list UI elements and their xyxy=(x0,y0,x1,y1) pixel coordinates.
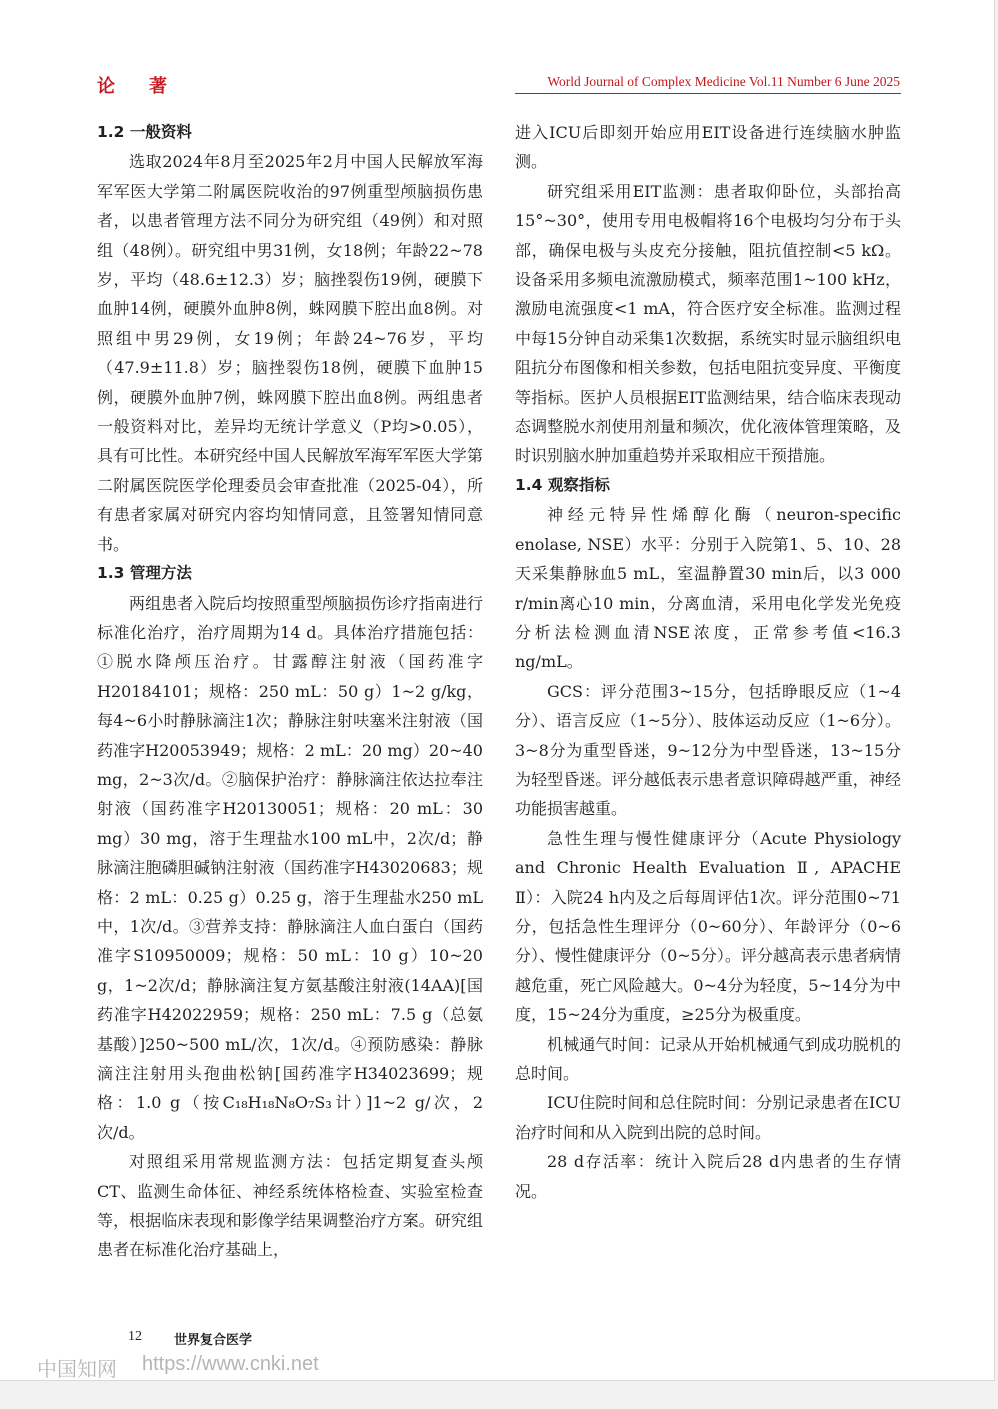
watermark-site-name: 中国知网 xyxy=(37,1357,117,1381)
body-paragraph: ICU住院时间和总住院时间：分别记录患者在ICU治疗时间和从入院到出院的总时间。 xyxy=(515,1093,901,1142)
footer-journal-name: 世界复合医学 xyxy=(174,1333,253,1348)
left-column xyxy=(97,118,483,1265)
body-paragraph: 机械通气时间：记录从开始机械通气到成功脱机的总时间。 xyxy=(515,1034,901,1083)
section-heading: 1.3 管理方法 xyxy=(97,564,192,583)
section-label: 论著 xyxy=(97,76,201,97)
body-paragraph: 28 d存活率：统计入院后28 d内患者的生存情况。 xyxy=(515,1152,901,1201)
journal-running-header: World Journal of Complex Medicine Vol.11 Number 6 June 2025 xyxy=(547,74,900,89)
body-paragraph: 研究组采用EIT监测：患者取仰卧位，头部抬高15°~30°，使用专用电极帽将16个电极均匀分布于头部，确保电极与头皮充分接触，阻抗值控制<5 kΩ。设备采用多频电流激励模式，频率范围1~100 kHz，激励电流强度<1 mA，符合医疗安全标准。监测过程中每15分钟自动采集1次数据，系统实时显示脑组织电阻抗分布图像和相关参数，包括电阻抗变异度、平衡度等指标。医护人员根据EIT监测结果，结合临床表现动态调整脱水剂使用剂量和频次，优化液体管理策略，及时识别脑水肿加重趋势并采取相应干预措施。 xyxy=(515,181,901,466)
page-number: 12 xyxy=(128,1329,142,1344)
body-paragraph: 选取2024年8月至2025年2月中国人民解放军海军军医大学第二附属医院收治的97例重型颅脑损伤患者，以患者管理方法不同分为研究组（49例）和对照组（48例）。研究组中男31例，女18例；年龄22~78岁，平均（48.6±12.3）岁；脑挫裂伤19例，硬膜下血肿14例，硬膜外血肿8例，蛛网膜下腔出血8例。对照组中男29例，女19例；年龄24~76岁，平均（47.9±11.8）岁；脑挫裂伤18例，硬膜下血肿15例，硬膜外血肿7例，蛛网膜下腔出血8例。两组患者一般资料对比，差异均无统计学意义（P均>0.05），具有可比性。本研究经中国人民解放军海军军医大学第二附属医院医学伦理委员会审查批准（2025-04），所有患者家属对研究内容均知情同意，且签署知情同意书。 xyxy=(97,152,483,554)
body-paragraph: GCS：评分范围3~15分，包括睁眼反应（1~4分）、语言反应（1~5分）、肢体运动反应（1~6分）。3~8分为重型昏迷，9~12分为中型昏迷，13~15分为轻型昏迷。评分越低表示患者意识障碍越严重，神经功能损害越重。 xyxy=(515,681,901,819)
body-paragraph: 对照组采用常规监测方法：包括定期复查头颅CT、监测生命体征、神经系统体格检查、实验室检查等，根据临床表现和影像学结果调整治疗方案。研究组患者在标准化治疗基础上， xyxy=(97,1152,483,1260)
watermark-url[interactable]: https://www.cnki.net xyxy=(142,1353,319,1375)
body-paragraph: 进入ICU后即刻开始应用EIT设备进行连续脑水肿监测。 xyxy=(515,123,901,172)
right-column xyxy=(515,118,901,1206)
section-heading: 1.2 一般资料 xyxy=(97,123,192,141)
body-paragraph: 神经元特异性烯醇化酶（neuron-specific enolase, NSE）水平：分别于入院第1、5、10、28天采集静脉血5 mL，室温静置30 min后，以3 000 r/min离心10 min，分离血清，采用电化学发光免疫分析法检测血清NSE浓度，正常参考值<16.3 ng/mL。 xyxy=(515,505,901,672)
body-paragraph: 两组患者入院后均按照重型颅脑损伤诊疗指南进行标准化治疗，治疗周期为14 d。具体治疗措施包括：①脱水降颅压治疗。甘露醇注射液（国药准字H20184101；规格：250 mL：50 g）1~2 g/kg，每4~6小时静脉滴注1次；静脉注射呋塞米注射液（国药准字H20053949；规格：2 mL：20 mg）20~40 mg，2~3次/d。②脑保护治疗：静脉滴注依达拉奉注射液（国药准字H20130051；规格：20 mL：30 mg）30 mg，溶于生理盐水100 mL中，2次/d；静脉滴注胞磷胆碱钠注射液（国药准字H43020683；规格：2 mL：0.25 g）0.25 g，溶于生理盐水250 mL中，1次/d。③营养支持：静脉滴注人血白蛋白（国药准字S10950009；规格：50 mL：10 g）10~20 g，1~2次/d；静脉滴注复方氨基酸注射液(14AA)[国药准字H42022959；规格：250 mL：7.5 g（总氨基酸）]250~500 mL/次，1次/d。④预防感染：静脉滴注注射用头孢曲松钠[国药准字H34023699；规格：1.0 g（按C₁₈H₁₈N₈O₇S₃计）]1~2 g/次，2次/d。 xyxy=(97,593,483,1142)
header-rule xyxy=(515,93,901,94)
body-paragraph: 急性生理与慢性健康评分（Acute Physiology and Chronic Health Evaluation Ⅱ, APACHE Ⅱ）：入院24 h内及之后每周评估1次。评分范围0~71分，包括急性生理评分（0~60分）、年龄评分（0~6分）、慢性健康评分（0~5分）。评分越高表示患者病情越危重，死亡风险越大。0~4分为轻度，5~14分为中度，15~24分为重度，≥25分为极重度。 xyxy=(515,828,901,1025)
section-heading: 1.4 观察指标 xyxy=(515,475,610,494)
